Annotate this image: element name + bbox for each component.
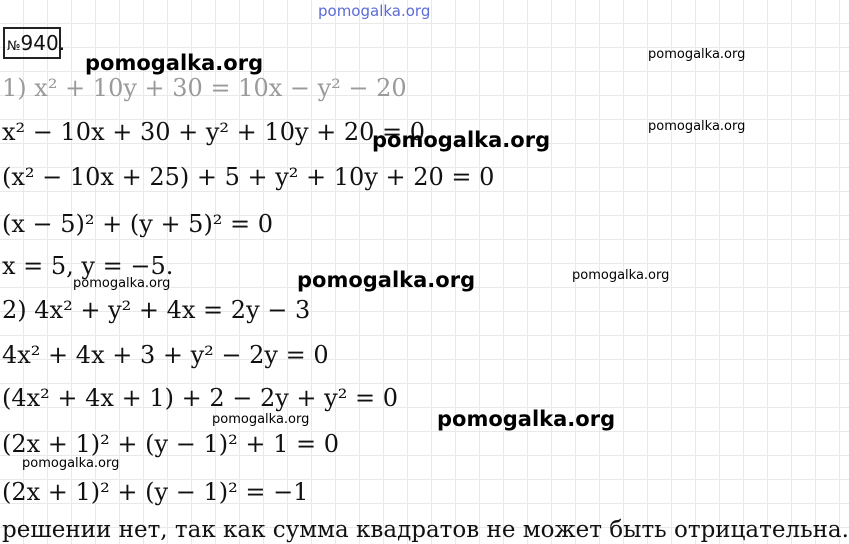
watermark: pomogalka.org bbox=[572, 268, 670, 283]
part2-label: 2) bbox=[2, 296, 27, 324]
watermark: pomogalka.org bbox=[85, 51, 264, 75]
part1-label: 1) bbox=[2, 74, 27, 102]
part1-equation-line-3: (x² − 10x + 25) + 5 + y² + 10y + 20 = 0 bbox=[2, 163, 495, 191]
watermark: pomogalka.org bbox=[212, 412, 310, 427]
watermark: pomogalka.org bbox=[648, 119, 746, 134]
part2-line-1-text: 4x² + y² + 4x = 2y − 3 bbox=[34, 296, 311, 324]
watermark: pomogalka.org bbox=[73, 276, 171, 291]
part2-equation-line-2: 4x² + 4x + 3 + y² − 2y = 0 bbox=[2, 341, 329, 369]
problem-number: 940. bbox=[20, 31, 66, 55]
conclusion-text: решении нет, так как сумма квадратов не может быть отрицательна. bbox=[2, 517, 849, 543]
part1-line-1-text: x² + 10y + 30 = 10x − y² − 20 bbox=[34, 74, 407, 102]
part1-equation-line-4: (x − 5)² + (y + 5)² = 0 bbox=[2, 210, 274, 238]
part2-equation-line-4: (2x + 1)² + (y − 1)² + 1 = 0 bbox=[2, 430, 339, 458]
watermark: pomogalka.org bbox=[648, 47, 746, 62]
watermark-top: pomogalka.org bbox=[318, 2, 431, 20]
part1-equation-line-2: x² − 10x + 30 + y² + 10y + 20 = 0 bbox=[2, 118, 426, 146]
number-sign: № bbox=[7, 39, 21, 54]
problem-number-badge bbox=[3, 27, 66, 59]
part1-equation-line-1 bbox=[2, 74, 407, 102]
part2-equation-line-1 bbox=[2, 296, 310, 324]
part1-equation-line-5: x = 5, y = −5. bbox=[2, 252, 174, 280]
watermark: pomogalka.org bbox=[22, 456, 120, 471]
watermark: pomogalka.org bbox=[297, 268, 476, 292]
part2-equation-line-3: (4x² + 4x + 1) + 2 − 2y + y² = 0 bbox=[2, 384, 398, 412]
part2-equation-line-5: (2x + 1)² + (y − 1)² = −1 bbox=[2, 478, 309, 506]
watermark: pomogalka.org bbox=[437, 407, 616, 431]
watermark: pomogalka.org bbox=[372, 128, 551, 152]
